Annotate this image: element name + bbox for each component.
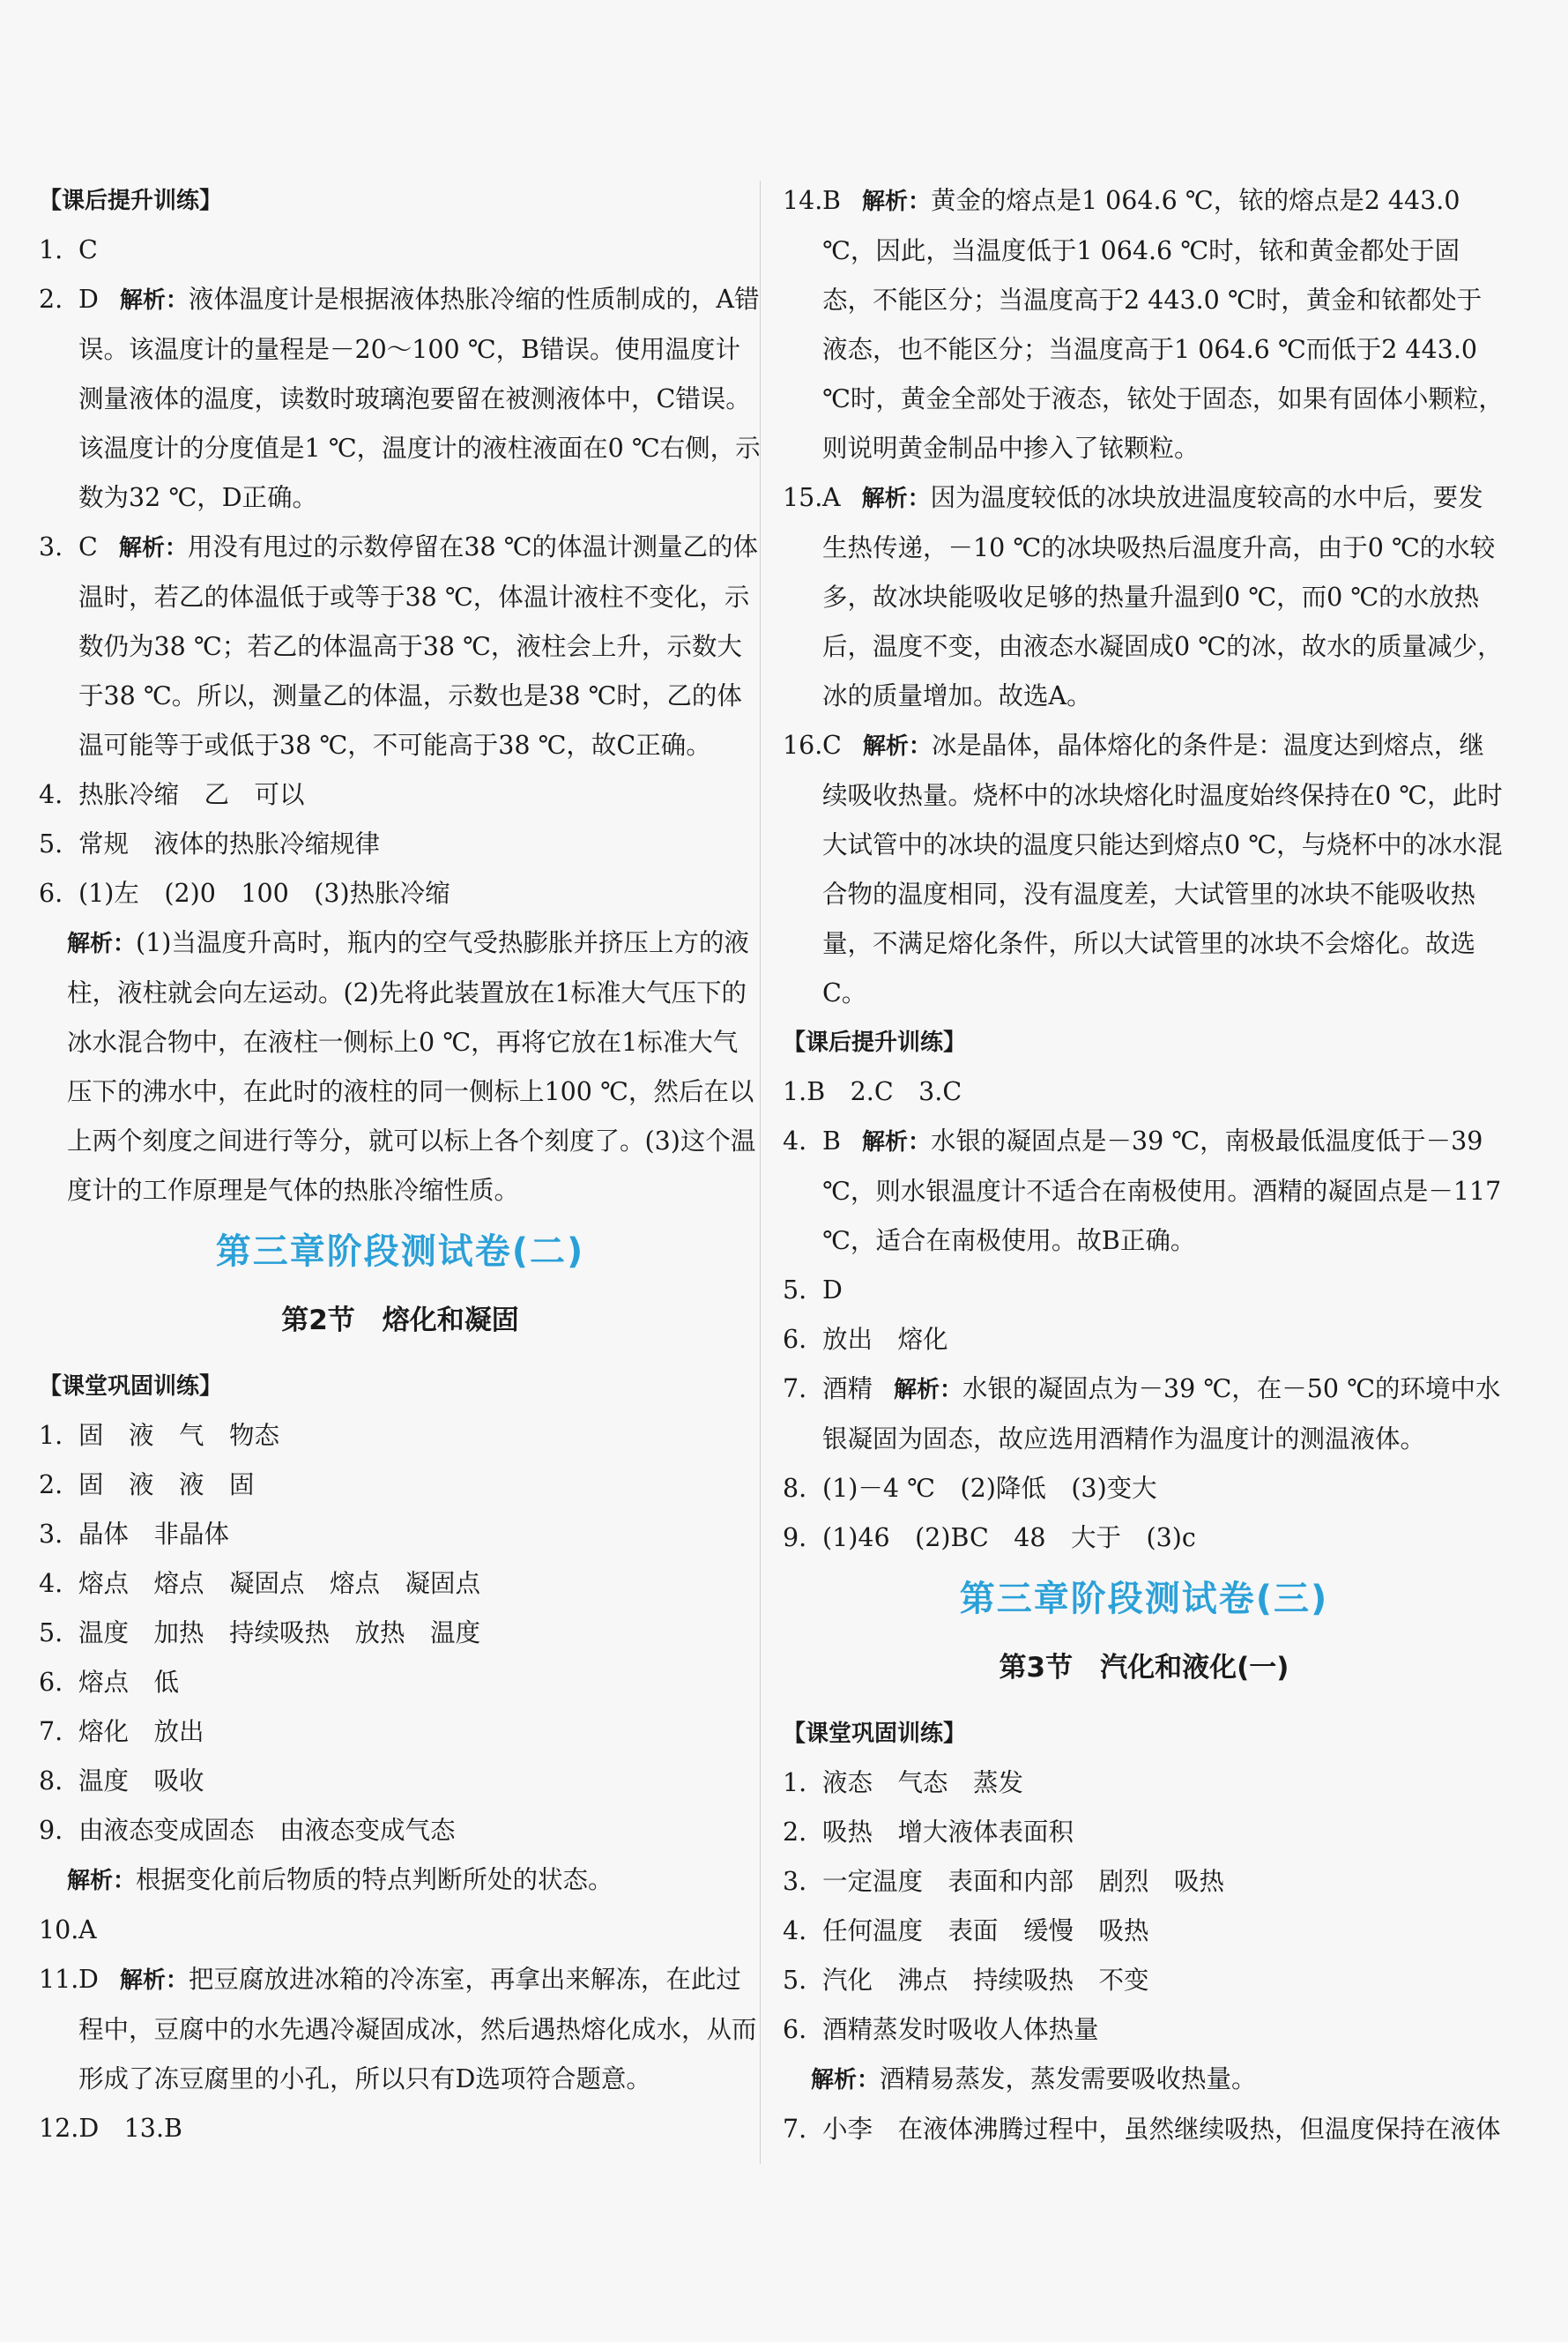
answer-item: 15. A 解析：因为温度较低的冰块放进温度较高的水中后，要发生热传递，－10 ℃的冰块吸热后温度升高，由于0 ℃的水较多，故冰块能吸收足够的热量升温到0 ℃，而0 ℃的水放热后，温度不变，由液态水凝固成0 ℃的冰，故水的质量减少，冰的质量增加。故选A。 (783, 483, 1503, 710)
analysis-label: 解析： (894, 1377, 963, 1403)
analysis-text: 水银的凝固点为－39 ℃，在－50 ℃的环境中水银凝固为固态，故应选用酒精作为温度计的测温液体。 (822, 1374, 1501, 1454)
analysis-label: 解析： (118, 535, 188, 561)
analysis-text: (1)当温度升高时，瓶内的空气受热膨胀并挤压上方的液柱，液柱就会向左运动。(2)先将此装置放在1标准大气压下的冰水混合物中，在液柱一侧标上0 ℃，再将它放在1标准大气压下的沸水中，在此时的液柱的同一侧标上100 ℃，然后在以上两个刻度之间进行等分，就可以标上各个刻度了。(3)这个温度计的工作原理是气体的热胀冷缩性质。 (67, 928, 756, 1205)
answer-item: 1. C (39, 235, 98, 264)
right-column (783, 176, 1505, 2154)
answer-item: 9. (1)46 (2)BC 48 大于 (3)c (783, 1523, 1196, 1552)
answer-item: 11. D 解析：把豆腐放进冰箱的冷冻室，再拿出来解冻，在此过程中，豆腐中的水先遇冷凝固成冰，然后遇热熔化成水，从而形成了冻豆腐里的小孔，所以只有D选项符合题意。 (39, 1965, 757, 2093)
analysis-label: 解析： (67, 1868, 137, 1894)
section-title: 第3节 汽化和液化(一) (999, 1652, 1289, 1684)
answer-item: 4. 任何温度 表面 缓慢 吸热 (783, 1916, 1149, 1945)
chapter-title: 第三章阶段测试卷(三) (959, 1579, 1329, 1619)
analysis-text: 把豆腐放进冰箱的冷冻室，再拿出来解冻，在此过程中，豆腐中的水先遇冷凝固成冰，然后遇热熔化成水，从而形成了冻豆腐里的小孔，所以只有D选项符合题意。 (78, 1965, 757, 2093)
answer-item: 8. 温度 吸收 (39, 1766, 204, 1796)
analysis-label: 解析： (862, 733, 932, 760)
section-heading: 【课后提升训练】 (783, 1030, 967, 1056)
answer-item: 3. C 解析：用没有甩过的示数停留在38 ℃的体温计测量乙的体温时，若乙的体温低于或等于38 ℃，体温计液柱不变化，示数仍为38 ℃；若乙的体温高于38 ℃，液柱会上升，示数大于38 ℃。所以，测量乙的体温，示数也是38 ℃时，乙的体温可能等于或低于38 ℃，不可能高于38 ℃，故C正确。 (39, 532, 759, 760)
analysis-text: 水银的凝固点是－39 ℃，南极最低温度低于－39 ℃，则水银温度计不适合在南极使用。酒精的凝固点是－117 ℃，适合在南极使用。故B正确。 (822, 1126, 1502, 1255)
answer-item: 1. 液态 气态 蒸发 (783, 1768, 1024, 1797)
answer-item: 9. 由液态变成固态 由液态变成气态 (39, 1816, 456, 1845)
analysis-block (39, 1855, 762, 1906)
answer-item: 2. 吸热 增大液体表面积 (783, 1818, 1074, 1847)
answer-item: 7. 酒精 解析：水银的凝固点为－39 ℃，在－50 ℃的环境中水银凝固为固态，故应选用酒精作为温度计的测温液体。 (783, 1374, 1501, 1454)
analysis-text: 黄金的熔点是1 064.6 ℃，铱的熔点是2 443.0 ℃，因此，当温度低于1 064.6 ℃时，铱和黄金都处于固态，不能区分；当温度高于2 443.0 ℃时，黄金和铱都处于液态，也不能区分；当温度高于1 064.6 ℃而低于2 443.0 ℃时，黄金全部处于液态，铱处于固态，如果有固体小颗粒，则说明黄金制品中掺入了铱颗粒。 (822, 186, 1504, 463)
section-heading: 【课堂巩固训练】 (39, 1373, 223, 1400)
answer-item: 16. C 解析：冰是晶体，晶体熔化的条件是：温度达到熔点，继续吸收热量。烧杯中的冰块熔化时温度始终保持在0 ℃，此时大试管中的冰块的温度只能达到熔点0 ℃，与烧杯中的冰水混合物的温度相同，没有温度差，大试管里的冰块不能吸收热量，不满足熔化条件，所以大试管里的冰块不会熔化。故选C。 (783, 731, 1503, 1007)
answer-item: 2. D 解析：液体温度计是根据液体热胀冷缩的性质制成的，A错误。该温度计的量程是－20～100 ℃，B错误。使用温度计测量液体的温度，读数时玻璃泡要留在被测液体中，C错误。该温度计的分度值是1 ℃，温度计的液柱液面在0 ℃右侧，示数为32 ℃，D正确。 (39, 285, 761, 512)
analysis-text: 冰是晶体，晶体熔化的条件是：温度达到熔点，继续吸收热量。烧杯中的冰块熔化时温度始终保持在0 ℃，此时大试管中的冰块的温度只能达到熔点0 ℃，与烧杯中的冰水混合物的温度相同，没有温度差，大试管里的冰块不能吸收热量，不满足熔化条件，所以大试管里的冰块不会熔化。故选C。 (822, 731, 1503, 1007)
answer-item: 7. 熔化 放出 (39, 1717, 204, 1746)
analysis-label: 解析： (119, 1967, 189, 1994)
answer-item: 6. (1)左 (2)0 100 (3)热胀冷缩 (39, 879, 450, 908)
answer-item: 4. 热胀冷缩 乙 可以 (39, 780, 305, 809)
answer-item: 12.D 13.B (39, 2114, 182, 2143)
analysis-block (39, 918, 762, 1216)
section-heading: 【课后提升训练】 (39, 188, 223, 214)
section-heading: 【课堂巩固训练】 (783, 1721, 967, 1747)
answer-item: 8. (1)－4 ℃ (2)降低 (3)变大 (783, 1474, 1157, 1503)
answer-item: 5. 汽化 沸点 持续吸热 不变 (783, 1966, 1149, 1995)
answer-item: 5. 常规 液体的热胀冷缩规律 (39, 829, 381, 859)
analysis-label: 解析： (861, 189, 931, 215)
answer-item: 5. 温度 加热 持续吸热 放热 温度 (39, 1618, 481, 1647)
analysis-label: 解析： (811, 2067, 881, 2093)
answer-item: 4. 熔点 熔点 凝固点 熔点 凝固点 (39, 1569, 481, 1598)
answer-item: 14. B 解析：黄金的熔点是1 064.6 ℃，铱的熔点是2 443.0 ℃，因此，当温度低于1 064.6 ℃时，铱和黄金都处于固态，不能区分；当温度高于2 443.0 ℃时，黄金和铱都处于液态，也不能区分；当温度高于1 064.6 ℃而低于2 443.0 ℃时，黄金全部处于液态，铱处于固态，如果有固体小颗粒，则说明黄金制品中掺入了铱颗粒。 (783, 186, 1504, 463)
answer-item: 3. 一定温度 表面和内部 剧烈 吸热 (783, 1867, 1225, 1896)
answer-item: 2. 固 液 液 固 (39, 1470, 255, 1499)
answer-item: 5. D (783, 1275, 843, 1305)
analysis-label: 解析： (861, 1129, 931, 1156)
analysis-block (783, 2055, 1505, 2105)
answer-item: 1. 固 液 气 物态 (39, 1421, 280, 1450)
analysis-text: 因为温度较低的冰块放进温度较高的水中后，要发生热传递，－10 ℃的冰块吸热后温度升高，由于0 ℃的水较多，故冰块能吸收足够的热量升温到0 ℃，而0 ℃的水放热后，温度不变，由液态水凝固成0 ℃的冰，故水的质量减少，冰的质量增加。故选A。 (822, 483, 1503, 710)
answer-item: 6. 放出 熔化 (783, 1325, 948, 1354)
analysis-text: 液体温度计是根据液体热胀冷缩的性质制成的，A错误。该温度计的量程是－20～100 ℃，B错误。使用温度计测量液体的温度，读数时玻璃泡要留在被测液体中，C错误。该温度计的分度值是1 ℃，温度计的液柱液面在0 ℃右侧，示数为32 ℃，D正确。 (78, 285, 761, 512)
answer-item: 10. A (39, 1915, 97, 1944)
answer-item: 1.B 2.C 3.C (783, 1077, 962, 1106)
left-column (39, 176, 762, 2153)
analysis-text: 用没有甩过的示数停留在38 ℃的体温计测量乙的体温时，若乙的体温低于或等于38 ℃，体温计液柱不变化，示数仍为38 ℃；若乙的体温高于38 ℃，液柱会上升，示数大于38 ℃。所以，测量乙的体温，示数也是38 ℃时，乙的体温可能等于或低于38 ℃，不可能高于38 ℃，故C正确。 (78, 532, 759, 760)
answer-item: 7. 小李 在液体沸腾过程中，虽然继续吸热，但温度保持在液体 (783, 2115, 1501, 2144)
analysis-label: 解析： (861, 486, 931, 512)
answer-item: 4. B 解析：水银的凝固点是－39 ℃，南极最低温度低于－39 ℃，则水银温度计不适合在南极使用。酒精的凝固点是－117 ℃，适合在南极使用。故B正确。 (783, 1126, 1502, 1255)
answer-item: 6. 酒精蒸发时吸收人体热量 (783, 2015, 1099, 2044)
chapter-title: 第三章阶段测试卷(二) (215, 1231, 585, 1272)
analysis-text: 根据变化前后物质的特点判断所处的状态。 (136, 1865, 613, 1894)
analysis-label: 解析： (119, 287, 189, 314)
answer-item: 6. 熔点 低 (39, 1668, 180, 1697)
section-title: 第2节 熔化和凝固 (281, 1305, 519, 1336)
answer-item: 3. 晶体 非晶体 (39, 1520, 230, 1549)
analysis-text: 酒精易蒸发，蒸发需要吸收热量。 (880, 2064, 1257, 2093)
analysis-label: 解析： (67, 931, 137, 957)
